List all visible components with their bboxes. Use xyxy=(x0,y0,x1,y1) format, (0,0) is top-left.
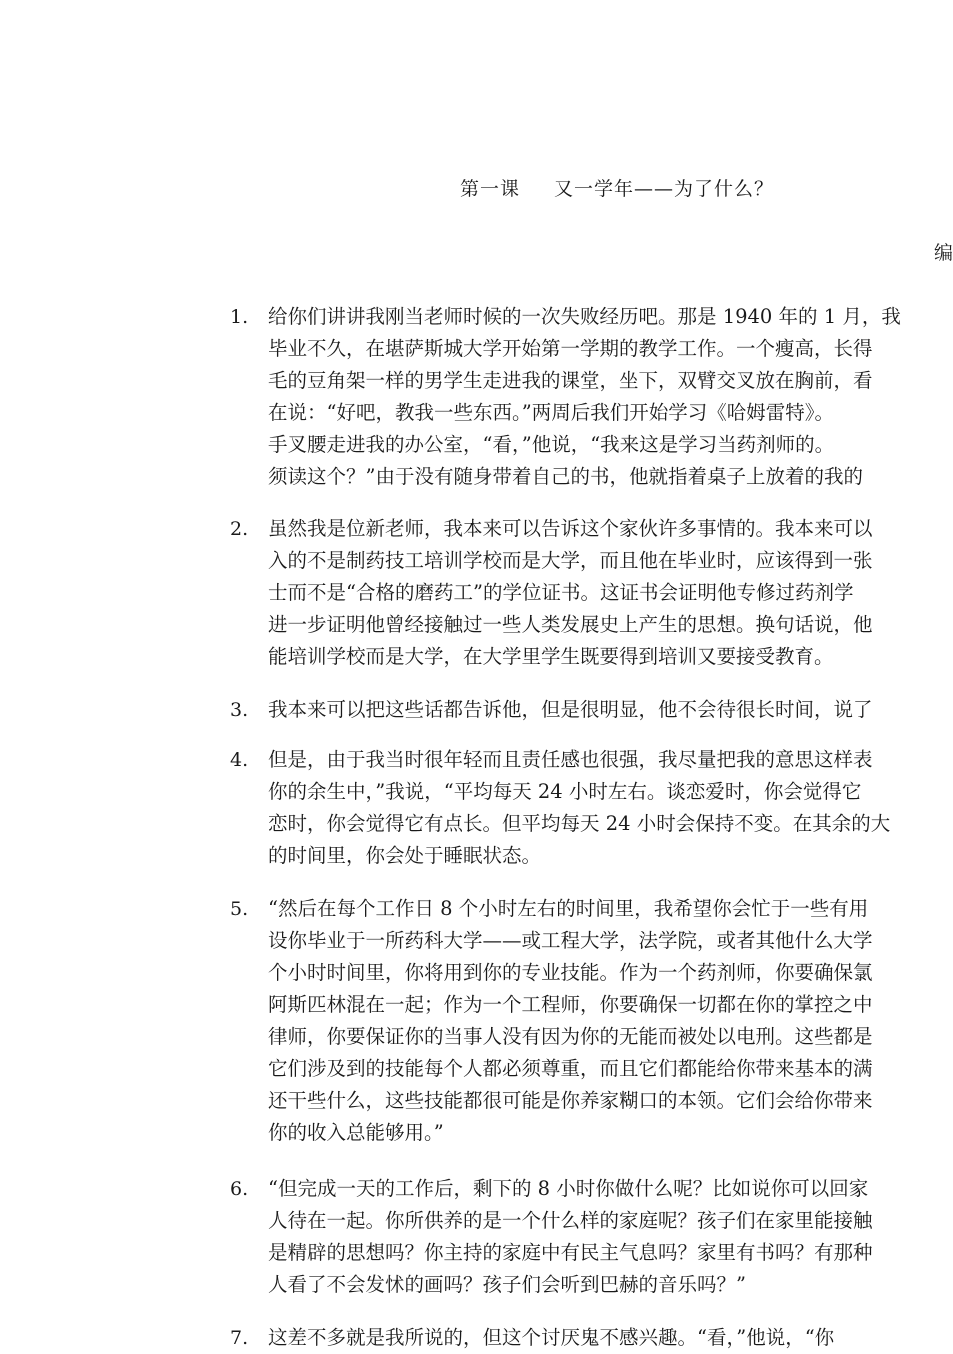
author-fragment: 编 xyxy=(934,242,953,264)
text-line: 手叉腰走进我的办公室，“看，”他说，“我来这是学习当药剂师的。 xyxy=(268,433,835,456)
text-line: 给你们讲讲我刚当老师时候的一次失败经历吧。那是 1940 年的 1 月，我 xyxy=(268,305,901,328)
text-line: 毛的豆角架一样的男学生走进我的课堂，坐下，双臂交叉放在胸前，看 xyxy=(268,369,873,392)
text-line: 能培训学校而是大学，在大学里学生既要得到培训又要接受教育。 xyxy=(268,645,834,668)
text-line: “然后在每个工作日 8 个小时左右的时间里，我希望你会忙于一些有用 xyxy=(268,897,869,920)
paragraph-number: 1. xyxy=(230,306,249,328)
paragraph-number: 7. xyxy=(230,1327,249,1349)
text-line: 是精辟的思想吗？你主持的家庭中有民主气息吗？家里有书吗？有那种 xyxy=(268,1241,873,1264)
text-line: 律师，你要保证你的当事人没有因为你的无能而被处以电刑。这些都是 xyxy=(268,1025,873,1048)
text-line: 我本来可以把这些话都告诉他，但是很明显，他不会待很长时间，说了 xyxy=(268,698,873,721)
text-line: 这差不多就是我所说的，但这个讨厌鬼不感兴趣。“看，”他说，“你 xyxy=(268,1326,835,1349)
text-line: 个小时时间里，你将用到你的专业技能。作为一个药剂师，你要确保氯 xyxy=(268,961,873,984)
text-line: 进一步证明他曾经接触过一些人类发展史上产生的思想。换句话说，他 xyxy=(268,613,873,636)
text-line: 人看了不会发怵的画吗？孩子们会听到巴赫的音乐吗？” xyxy=(268,1273,746,1296)
paragraph-number: 4. xyxy=(230,749,249,771)
text-line: 人待在一起。你所供养的是一个什么样的家庭呢？孩子们在家里能接触 xyxy=(268,1209,873,1232)
paragraph-number: 2. xyxy=(230,518,249,540)
paragraph-7 xyxy=(230,1322,835,1354)
text-line: 你的收入总能够用。” xyxy=(268,1121,444,1144)
text-line: 须读这个？”由于没有随身带着自己的书，他就指着桌子上放着的我的 xyxy=(268,465,863,488)
text-line: 虽然我是位新老师，我本来可以告诉这个家伙许多事情的。我本来可以 xyxy=(268,517,873,540)
paragraph-number: 3. xyxy=(230,699,249,721)
text-line: 恋时，你会觉得它有点长。但平均每天 24 小时会保持不变。在其余的大 xyxy=(268,812,891,835)
text-line: 在说：“好吧，教我一些东西。”两周后我们开始学习《哈姆雷特》。 xyxy=(268,401,834,424)
text-line: 入的不是制药技工培训学校而是大学，而且他在毕业时，应该得到一张 xyxy=(268,549,873,572)
text-line: “但完成一天的工作后，剩下的 8 小时你做什么呢？比如说你可以回家 xyxy=(268,1177,869,1200)
text-line: 设你毕业于一所药科大学——或工程大学，法学院，或者其他什么大学 xyxy=(268,929,873,952)
lesson-title xyxy=(460,174,774,201)
paragraph-number: 5. xyxy=(230,898,249,920)
text-line: 它们涉及到的技能每个人都必须尊重，而且它们都能给你带来基本的满 xyxy=(268,1057,873,1080)
lesson-heading: 又一学年——为了什么？ xyxy=(554,178,775,200)
text-line: 但是，由于我当时很年轻而且责任感也很强，我尽量把我的意思这样表 xyxy=(268,748,873,771)
paragraph-3 xyxy=(230,694,873,726)
paragraph-4 xyxy=(230,744,891,872)
paragraph-1 xyxy=(230,301,901,493)
lesson-number: 第一课 xyxy=(460,178,521,200)
paragraph-number: 6. xyxy=(230,1178,249,1200)
text-line: 阿斯匹林混在一起；作为一个工程师，你要确保一切都在你的掌控之中 xyxy=(268,993,873,1016)
paragraph-5 xyxy=(230,893,873,1149)
text-line: 你的余生中，”我说，“平均每天 24 小时左右。谈恋爱时，你会觉得它 xyxy=(268,780,862,803)
paragraph-2 xyxy=(230,513,873,673)
text-line: 毕业不久，在堪萨斯城大学开始第一学期的教学工作。一个瘦高，长得 xyxy=(268,337,873,360)
text-line: 还干些什么，这些技能都很可能是你养家糊口的本领。它们会给你带来 xyxy=(268,1089,873,1112)
text-line: 的时间里，你会处于睡眠状态。 xyxy=(268,844,542,867)
paragraph-6 xyxy=(230,1173,873,1301)
text-line: 士而不是“合格的磨药工”的学位证书。这证书会证明他专修过药剂学 xyxy=(268,581,854,604)
